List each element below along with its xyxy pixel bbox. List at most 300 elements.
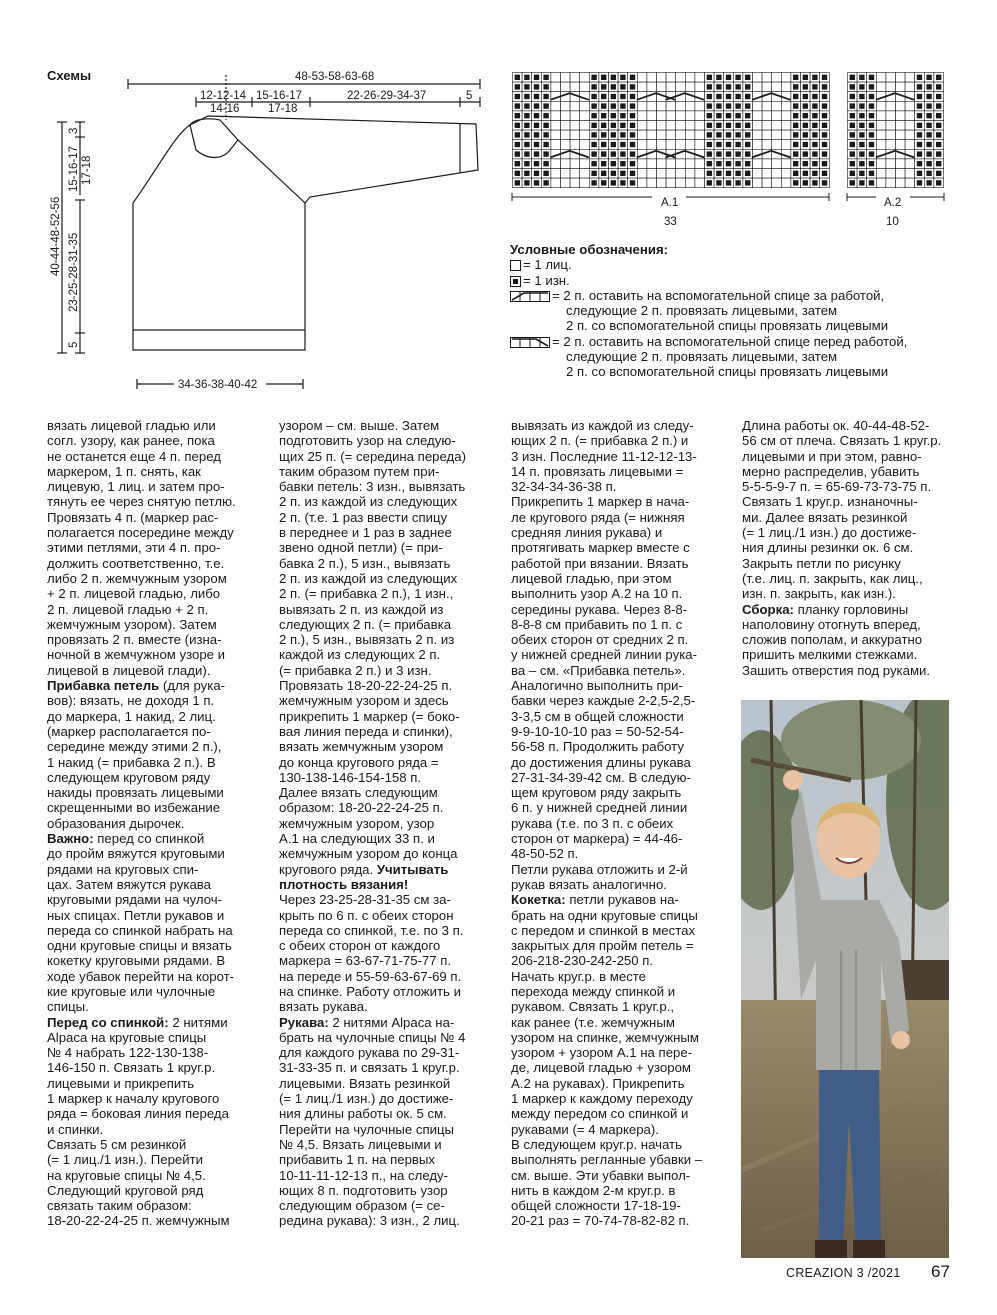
purl-mark	[716, 94, 721, 99]
chart-cell	[896, 82, 906, 92]
purl-mark	[611, 142, 616, 147]
purl-mark	[515, 142, 520, 147]
chart-cell	[676, 178, 686, 188]
chart-cell	[551, 111, 561, 121]
purl-mark	[611, 132, 616, 137]
chart-cell	[657, 101, 667, 111]
chart-cell	[580, 140, 590, 150]
text-line: каждой из следующих 2 п.	[279, 647, 441, 663]
purl-mark	[534, 171, 539, 176]
purl-mark	[745, 103, 750, 108]
purl-mark	[620, 161, 625, 166]
schemes-title: Схемы	[47, 68, 92, 83]
chart-cell	[695, 130, 705, 140]
purl-mark	[822, 94, 827, 99]
chart-cell	[561, 159, 571, 169]
text-line: скрещенными во избежание	[47, 800, 221, 816]
purl-mark	[515, 84, 520, 89]
text-line: жемчужным узором до конца	[279, 846, 458, 862]
chart-cell	[666, 73, 676, 83]
purl-mark	[716, 132, 721, 137]
purl-mark	[543, 151, 548, 156]
chart-cell	[561, 101, 571, 111]
chart-cell	[695, 121, 705, 131]
purl-mark	[850, 161, 855, 166]
purl-mark	[917, 103, 922, 108]
text-line: Связать 1 круг.р. изнаночны-	[742, 494, 918, 510]
text-line: подготовить узор на следую-	[279, 433, 456, 449]
purl-mark	[926, 171, 931, 176]
purl-mark	[726, 84, 731, 89]
chart-cell	[570, 169, 580, 179]
knit-symbol-icon	[510, 260, 521, 271]
chart-cell	[781, 130, 791, 140]
chart-cell	[570, 130, 580, 140]
purl-mark	[735, 180, 740, 185]
text-line: 10-11-11-12-13 п., на следу-	[279, 1167, 449, 1183]
chart-legend	[510, 242, 907, 380]
text-line: узором на спинке, жемчужным	[511, 1029, 699, 1045]
purl-mark	[726, 132, 731, 137]
text-line: щих 25 п. (= середина переда)	[279, 448, 466, 464]
purl-mark	[859, 180, 864, 185]
purl-mark	[524, 94, 529, 99]
text-line: у нижней средней линии рука-	[511, 647, 697, 663]
armhole-depth-label-2: 17-18	[81, 155, 93, 185]
chart-cell	[676, 140, 686, 150]
text-line: Провязать 18-20-22-24-25 п.	[279, 678, 453, 694]
chart-cell	[896, 101, 906, 111]
chart-cell	[762, 140, 772, 150]
text-line: ющих 8 п. подготовить узор	[279, 1182, 448, 1198]
text-line: брать на одни круговые спицы	[511, 907, 698, 923]
purl-mark	[620, 94, 625, 99]
purl-mark	[716, 142, 721, 147]
purl-mark	[812, 161, 817, 166]
text-line: выполнить узор A.2 на 10 п.	[511, 586, 683, 602]
chart-cell	[762, 111, 772, 121]
purl-mark	[859, 94, 864, 99]
purl-mark	[534, 180, 539, 185]
text-line: редина рукава): 3 изн., 2 лиц.	[279, 1213, 460, 1229]
purl-mark	[745, 142, 750, 147]
purl-mark	[543, 171, 548, 176]
purl-mark	[620, 84, 625, 89]
purl-mark	[803, 123, 808, 128]
text-line: лицевой гладью, при этом	[511, 570, 672, 586]
text-line: цах. Затем вяжутся рукава	[47, 876, 211, 892]
text-column-1	[47, 418, 236, 1229]
text-line: с обеих сторон от каждого	[279, 938, 441, 954]
text-line: переда со спинкой набрать на	[47, 922, 233, 938]
text-line: кие круговые или чулочные	[47, 983, 216, 999]
purl-mark	[926, 180, 931, 185]
text-line: ночной в жемчужном узоре и	[47, 647, 226, 663]
heading-increase: Прибавка петель (для рука-	[47, 678, 226, 694]
purl-mark	[917, 84, 922, 89]
chart-cell	[886, 121, 896, 131]
text-column-2	[279, 418, 466, 1229]
legend-cable-front-line2: следующие 2 п. провязать лицевыми, затем	[566, 349, 838, 365]
purl-mark	[591, 151, 596, 156]
chart-cell	[666, 159, 676, 169]
chart-cell	[647, 159, 657, 169]
text-line: прибавить 1 п. на первых	[279, 1152, 436, 1168]
purl-mark	[803, 103, 808, 108]
chart-cell	[676, 130, 686, 140]
purl-mark	[803, 84, 808, 89]
purl-mark	[793, 103, 798, 108]
chart-cell	[753, 101, 763, 111]
chart-cell	[762, 73, 772, 83]
purl-mark	[726, 151, 731, 156]
chart-cell	[695, 178, 705, 188]
purl-mark	[611, 84, 616, 89]
chart-cell	[753, 82, 763, 92]
purl-mark	[707, 113, 712, 118]
purl-mark	[591, 171, 596, 176]
legend-knit: = 1 лиц.	[510, 257, 907, 272]
purl-mark	[850, 94, 855, 99]
chart-cell	[781, 159, 791, 169]
text-line: и спинки.	[47, 1121, 104, 1137]
purl-mark	[515, 123, 520, 128]
text-line: вая линия переда и спинки),	[279, 723, 453, 739]
purl-mark	[735, 113, 740, 118]
chart-cell	[762, 169, 772, 179]
page-number: 67	[931, 1262, 950, 1281]
chart-cell	[580, 121, 590, 131]
chart-cell	[772, 101, 782, 111]
purl-mark	[716, 151, 721, 156]
chart-cell	[657, 130, 667, 140]
text-line: 14 п. провязать лицевыми =	[511, 463, 684, 479]
text-line: брать на чулочные спицы № 4	[279, 1029, 466, 1045]
chart-a1-stitches: 33	[664, 216, 677, 228]
text-line: узором + узором A.1 на пере-	[511, 1045, 693, 1061]
chart-cell	[896, 121, 906, 131]
text-line: 9-9-10-10-10 раз = 50-52-54-	[511, 723, 684, 739]
text-line: жемчужным узором, узор	[279, 815, 435, 831]
text-line: Провязать 4 п. (маркер рас-	[47, 509, 219, 525]
chart-cell	[570, 121, 580, 131]
chart-cell	[637, 140, 647, 150]
total-width-label: 48-53-58-63-68	[295, 71, 375, 83]
purl-mark	[630, 180, 635, 185]
chart-cell	[657, 73, 667, 83]
text-line: (= 1 лиц./1 изн.) до достиже-	[279, 1091, 454, 1107]
chart-cell	[896, 140, 906, 150]
purl-mark	[850, 103, 855, 108]
text-line: лицевую, 1 лиц. и затем про-	[47, 479, 225, 495]
text-line: работой при вязании. Вязать	[511, 555, 689, 571]
chart-cell	[772, 159, 782, 169]
purl-mark	[859, 113, 864, 118]
text-line: спицы.	[47, 999, 89, 1015]
chart-a2-label: A.2	[884, 197, 902, 209]
text-line: 56-58 п. Продолжить работу	[511, 739, 684, 755]
purl-mark	[716, 103, 721, 108]
purl-mark	[803, 171, 808, 176]
purl-mark	[859, 142, 864, 147]
text-line: ходе убавок перейти на корот-	[47, 968, 235, 984]
purl-mark	[859, 132, 864, 137]
heading-assembly: Сборка: планку горловины	[742, 601, 909, 617]
chart-cell	[695, 159, 705, 169]
chart-cell	[570, 111, 580, 121]
purl-mark	[707, 123, 712, 128]
text-line: согл. узору, как ранее, пока	[47, 433, 215, 449]
chart-cell	[647, 178, 657, 188]
purl-mark	[917, 142, 922, 147]
purl-mark	[630, 171, 635, 176]
chart-cell	[762, 130, 772, 140]
purl-mark	[591, 75, 596, 80]
purl-mark	[707, 171, 712, 176]
text-line: пришить мелкими стежками.	[742, 647, 918, 663]
chart-cell	[570, 101, 580, 111]
purl-mark	[926, 94, 931, 99]
chart-cell	[753, 169, 763, 179]
chart-cell	[570, 178, 580, 188]
chart-cell	[647, 73, 657, 83]
text-line: рукав вязать аналогично.	[511, 876, 667, 892]
legend-cable-back-line2: следующие 2 п. провязать лицевыми, затем	[566, 303, 838, 319]
chart-cell	[666, 111, 676, 121]
text-line: бавка 2 п.), 5 изн., вывязать	[279, 555, 451, 571]
purl-mark	[793, 171, 798, 176]
purl-mark	[543, 161, 548, 166]
purl-mark	[869, 142, 874, 147]
purl-mark	[812, 132, 817, 137]
purl-mark	[926, 161, 931, 166]
purl-mark	[591, 94, 596, 99]
purl-mark	[735, 123, 740, 128]
purl-mark	[936, 180, 941, 185]
purl-mark	[543, 132, 548, 137]
purl-mark	[735, 171, 740, 176]
purl-mark	[869, 123, 874, 128]
chart-cell	[580, 178, 590, 188]
purl-mark	[611, 123, 616, 128]
chart-cell	[637, 73, 647, 83]
purl-mark	[822, 151, 827, 156]
purl-mark	[515, 171, 520, 176]
chart-cell	[637, 159, 647, 169]
chart-cell	[876, 178, 886, 188]
cuff-length-label: 5	[466, 90, 473, 102]
purl-mark	[936, 94, 941, 99]
chart-cell	[685, 111, 695, 121]
purl-mark	[534, 161, 539, 166]
purl-mark	[601, 84, 606, 89]
purl-mark	[822, 113, 827, 118]
text-line: В следующем круг.р. начать	[511, 1136, 682, 1152]
text-line: связать таким образом:	[47, 1198, 192, 1214]
purl-mark	[524, 75, 529, 80]
cable-front-symbol-icon	[510, 337, 550, 348]
purl-mark	[936, 113, 941, 118]
text-line: Связать 5 см резинкой	[47, 1136, 187, 1152]
text-line: на спинке. Работу отложить и	[279, 983, 461, 999]
purl-mark	[926, 123, 931, 128]
text-line: 31-33-35 п. и связать 1 круг.р.	[279, 1060, 460, 1076]
chart-cell	[637, 111, 647, 121]
chart-cell	[685, 101, 695, 111]
chart-cell	[781, 101, 791, 111]
text-line: 1 накид (= прибавка 2 п.). В	[47, 754, 216, 770]
purl-mark	[936, 171, 941, 176]
purl-mark	[524, 171, 529, 176]
chart-cell	[551, 178, 561, 188]
text-line: жемчужным узором). Затем	[47, 616, 217, 632]
purl-mark	[543, 142, 548, 147]
chart-cell	[772, 140, 782, 150]
text-line: нить в каждом 2-м круг.р. в	[511, 1182, 676, 1198]
purl-mark	[591, 142, 596, 147]
purl-mark	[620, 103, 625, 108]
purl-mark	[869, 151, 874, 156]
neck-width-label: 12-12-14	[200, 90, 247, 102]
text-line: образования дырочек.	[47, 815, 185, 831]
purl-mark	[850, 113, 855, 118]
purl-mark	[620, 171, 625, 176]
gauge-note: кругового ряда. Учитывать	[279, 861, 449, 877]
purl-mark	[630, 84, 635, 89]
purl-mark	[534, 103, 539, 108]
purl-symbol-icon	[510, 276, 521, 287]
text-line: как ранее (т.е. жемчужным	[511, 1014, 675, 1030]
purl-mark	[735, 103, 740, 108]
purl-mark	[630, 103, 635, 108]
heading-yoke: Кокетка: петли рукавов на-	[511, 892, 679, 908]
text-line: изн. п. закрыть, как изн.).	[742, 586, 896, 602]
text-line: 146-150 п. Связать 1 круг.р.	[47, 1060, 216, 1076]
text-line: на переде и 55-59-63-67-69 п.	[279, 968, 462, 984]
purl-mark	[534, 94, 539, 99]
chart-cell	[772, 82, 782, 92]
text-line: следующих 2 п. (= прибавка	[279, 616, 452, 632]
text-line: де, лицевой гладью + узором	[511, 1060, 691, 1076]
purl-mark	[620, 123, 625, 128]
chart-cell	[876, 130, 886, 140]
purl-mark	[926, 142, 931, 147]
purl-mark	[735, 75, 740, 80]
chart-cell	[772, 178, 782, 188]
chart-cell	[647, 140, 657, 150]
text-line: вывязать из каждой из следу-	[511, 418, 694, 433]
text-line: до достижения длины рукава	[511, 754, 691, 770]
text-line: рукава (т.е. по 3 п. с обеих	[511, 815, 674, 831]
chart-cell	[896, 130, 906, 140]
chart-cell	[905, 121, 915, 131]
chart-cell	[685, 159, 695, 169]
purl-mark	[716, 123, 721, 128]
purl-mark	[745, 171, 750, 176]
purl-mark	[601, 161, 606, 166]
chart-cell	[647, 130, 657, 140]
purl-mark	[630, 123, 635, 128]
chart-cell	[580, 130, 590, 140]
chart-cell	[561, 140, 571, 150]
purl-mark	[716, 161, 721, 166]
chart-a1	[512, 72, 830, 190]
purl-mark	[716, 113, 721, 118]
purl-mark	[534, 123, 539, 128]
text-line: закрытых для пройм петель =	[511, 938, 694, 954]
purl-mark	[859, 171, 864, 176]
purl-mark	[812, 123, 817, 128]
chart-cell	[551, 130, 561, 140]
purl-mark	[869, 94, 874, 99]
text-line: кокетку круговыми рядами. В	[47, 953, 226, 969]
purl-mark	[793, 161, 798, 166]
bottom-width-label: 34-36-38-40-42	[178, 379, 258, 391]
purl-mark	[735, 151, 740, 156]
text-line: щем круговом ряду закрыть	[511, 785, 682, 801]
chart-cell	[905, 178, 915, 188]
chart-cell	[685, 140, 695, 150]
purl-mark	[707, 161, 712, 166]
chart-cell	[551, 169, 561, 179]
text-line: 130-138-146-154-158 п.	[279, 769, 422, 785]
chart-cell	[905, 111, 915, 121]
text-line: между передом со спинкой и	[511, 1106, 689, 1122]
purl-mark	[726, 123, 731, 128]
purl-mark	[735, 132, 740, 137]
chart-a2-stitches: 10	[886, 216, 899, 228]
total-length-label: 40-44-48-52-56	[50, 196, 62, 276]
purl-mark	[793, 151, 798, 156]
chart-cell	[666, 178, 676, 188]
purl-mark	[630, 151, 635, 156]
text-line: ле кругового ряда (= нижняя	[511, 509, 685, 525]
chart-cell	[876, 169, 886, 179]
purl-mark	[822, 132, 827, 137]
chart-cell	[580, 111, 590, 121]
purl-mark	[543, 75, 548, 80]
purl-mark	[917, 161, 922, 166]
purl-mark	[745, 151, 750, 156]
purl-mark	[611, 113, 616, 118]
purl-mark	[926, 151, 931, 156]
chart-cell	[637, 101, 647, 111]
text-line: не останется еще 4 п. перед	[47, 448, 221, 464]
purl-mark	[812, 103, 817, 108]
text-line: 48-50-52 п.	[511, 846, 579, 862]
text-line: 3-3,5 см в общей сложности	[511, 708, 684, 724]
legend-cable-front: = 2 п. оставить на вспомогательной спице перед работой,	[510, 334, 907, 349]
chart-cell	[905, 169, 915, 179]
chart-cell	[905, 82, 915, 92]
purl-mark	[917, 94, 922, 99]
text-line: 5-5-5-9-7 п. = 65-69-73-73-75 п.	[742, 479, 932, 495]
chart-cell	[657, 140, 667, 150]
chart-cell	[781, 111, 791, 121]
purl-mark	[869, 75, 874, 80]
purl-mark	[515, 103, 520, 108]
purl-mark	[726, 113, 731, 118]
purl-mark	[735, 94, 740, 99]
sleeve-length-label: 22-26-29-34-37	[347, 90, 427, 102]
purl-mark	[936, 84, 941, 89]
purl-mark	[869, 113, 874, 118]
purl-mark	[926, 113, 931, 118]
purl-mark	[591, 180, 596, 185]
purl-mark	[926, 103, 931, 108]
purl-mark	[611, 180, 616, 185]
text-line: ми. Далее вязать резинкой	[742, 509, 908, 525]
